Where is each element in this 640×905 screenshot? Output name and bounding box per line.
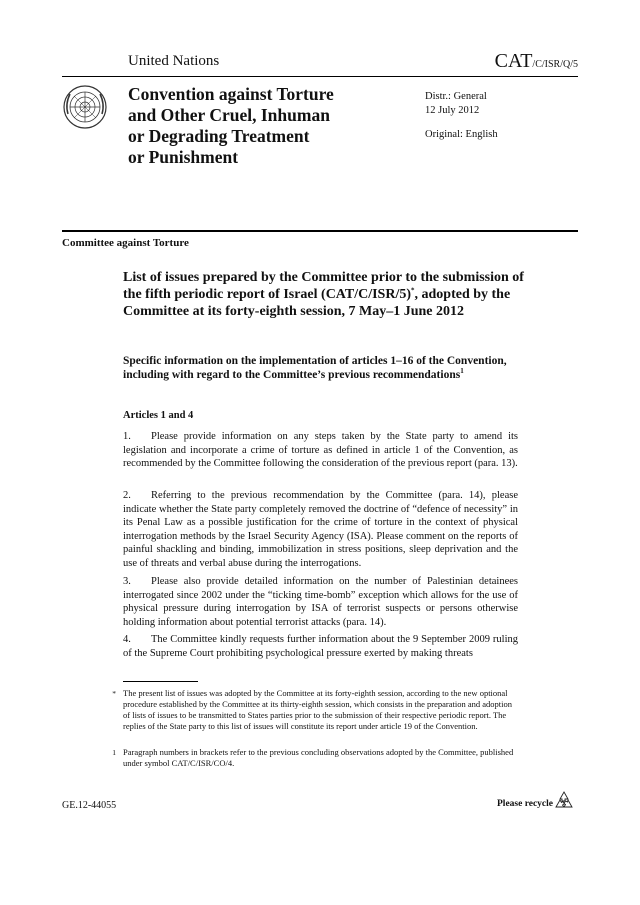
main-heading-rest: , adopted by the Committee at its forty-eighth session, 7 May–1 June 2012 <box>123 287 511 319</box>
recycle-note: Please recycle <box>497 799 553 809</box>
committee-name: Committee against Torture <box>62 237 189 249</box>
footnote-text: Paragraph numbers in brackets refer to the previous concluding observations adopted by the Committee, published under symbol CAT/C/ISR/CO/4. <box>123 747 514 768</box>
paragraph-number: 2. <box>123 490 131 501</box>
distribution: Distr.: General <box>425 91 487 102</box>
paragraph-number: 3. <box>123 576 131 587</box>
title-line: or Degrading Treatment <box>128 126 310 146</box>
top-rule <box>62 76 578 77</box>
footnote-ref[interactable]: * <box>411 286 415 295</box>
footnote-2 <box>112 747 518 769</box>
un-emblem-icon <box>62 84 108 130</box>
paragraph-4 <box>123 633 518 660</box>
paragraph-text: Please provide information on any steps taken by the State party to amend its legislation and incorporate a crime of torture as defined in article 1 of the Convention, as recommended by the Committee following the consideration of the previous report (para. 13). <box>123 431 518 469</box>
paragraph-text: The Committee kindly requests further information about the 9 September 2009 ruling of the Supreme Court prohibiting psychological pressure exerted by making threats <box>123 634 518 659</box>
footnote-1 <box>112 688 518 732</box>
symbol-main: CAT <box>494 50 533 72</box>
paragraph-text: Please also provide detailed information on the number of Palestinian detainees interrogated since 2002 under the “ticking time-bomb” exception which allows for the use of physical pressure during interrogation by ISA of terrorist suspects or persons otherwise holding information about potential terrorist attacks (para. 14). <box>123 576 518 628</box>
paragraph-2 <box>123 489 518 570</box>
paragraph-1 <box>123 430 518 471</box>
footnote-ref[interactable]: 1 <box>460 367 464 376</box>
convention-title <box>128 84 368 168</box>
paragraph-3 <box>123 575 518 629</box>
main-heading-text: List of issues prepared by the Committee prior to the submission of the fifth periodic report of Israel (CAT/C/ISR/5) <box>123 270 524 302</box>
document-symbol <box>495 50 578 73</box>
title-line: and Other Cruel, Inhuman <box>128 105 330 125</box>
title-line: Convention against Torture <box>128 84 334 104</box>
paragraph-text: Referring to the previous recommendation by the Committee (para. 14), please indicate whether the State party completely removed the doctrine of “defence of necessity” in its Penal Law as a possible justification for the crime of torture in the context of physical interrogation methods by the Israel Security Agency (ISA). Please comment on the reports of painful shackling and binding, immobilization in stress positions, sleep deprivation and the use of threats and verbal abuse during the interrogations. <box>123 490 518 569</box>
footnote-text: The present list of issues was adopted by the Committee at its forty-eighth session, according to the new optional procedure established by the Committee at its thirty-eighth session, which consists in the preparation and adoption of lists of issues to be transmitted to States parties prior to the submission of their respective periodic report. The replies of the State party to this list of issues will constitute its report under article 19 of the Convention. <box>123 688 513 731</box>
organization-name: United Nations <box>128 53 220 69</box>
main-heading <box>123 269 533 320</box>
sub-heading-text: Specific information on the implementation of articles 1–16 of the Convention, including with regard to the Committee’s previous recommendations <box>123 355 507 381</box>
sub-heading <box>123 354 523 382</box>
distribution-block <box>425 90 487 118</box>
footnote-mark: 1 <box>112 748 116 757</box>
footnote-rule <box>123 681 198 682</box>
articles-heading: Articles 1 and 4 <box>123 410 194 421</box>
recycle-icon <box>553 790 575 812</box>
paragraph-number: 1. <box>123 431 131 442</box>
issue-date: 12 July 2012 <box>425 105 480 116</box>
footnote-mark: * <box>112 689 116 698</box>
job-number: GE.12-44055 <box>62 800 117 811</box>
title-line: or Punishment <box>128 147 239 167</box>
paragraph-number: 4. <box>123 634 131 645</box>
original-language: Original: English <box>425 129 498 140</box>
symbol-sub: /C/ISR/Q/5 <box>532 59 578 70</box>
header-rule <box>62 230 578 232</box>
